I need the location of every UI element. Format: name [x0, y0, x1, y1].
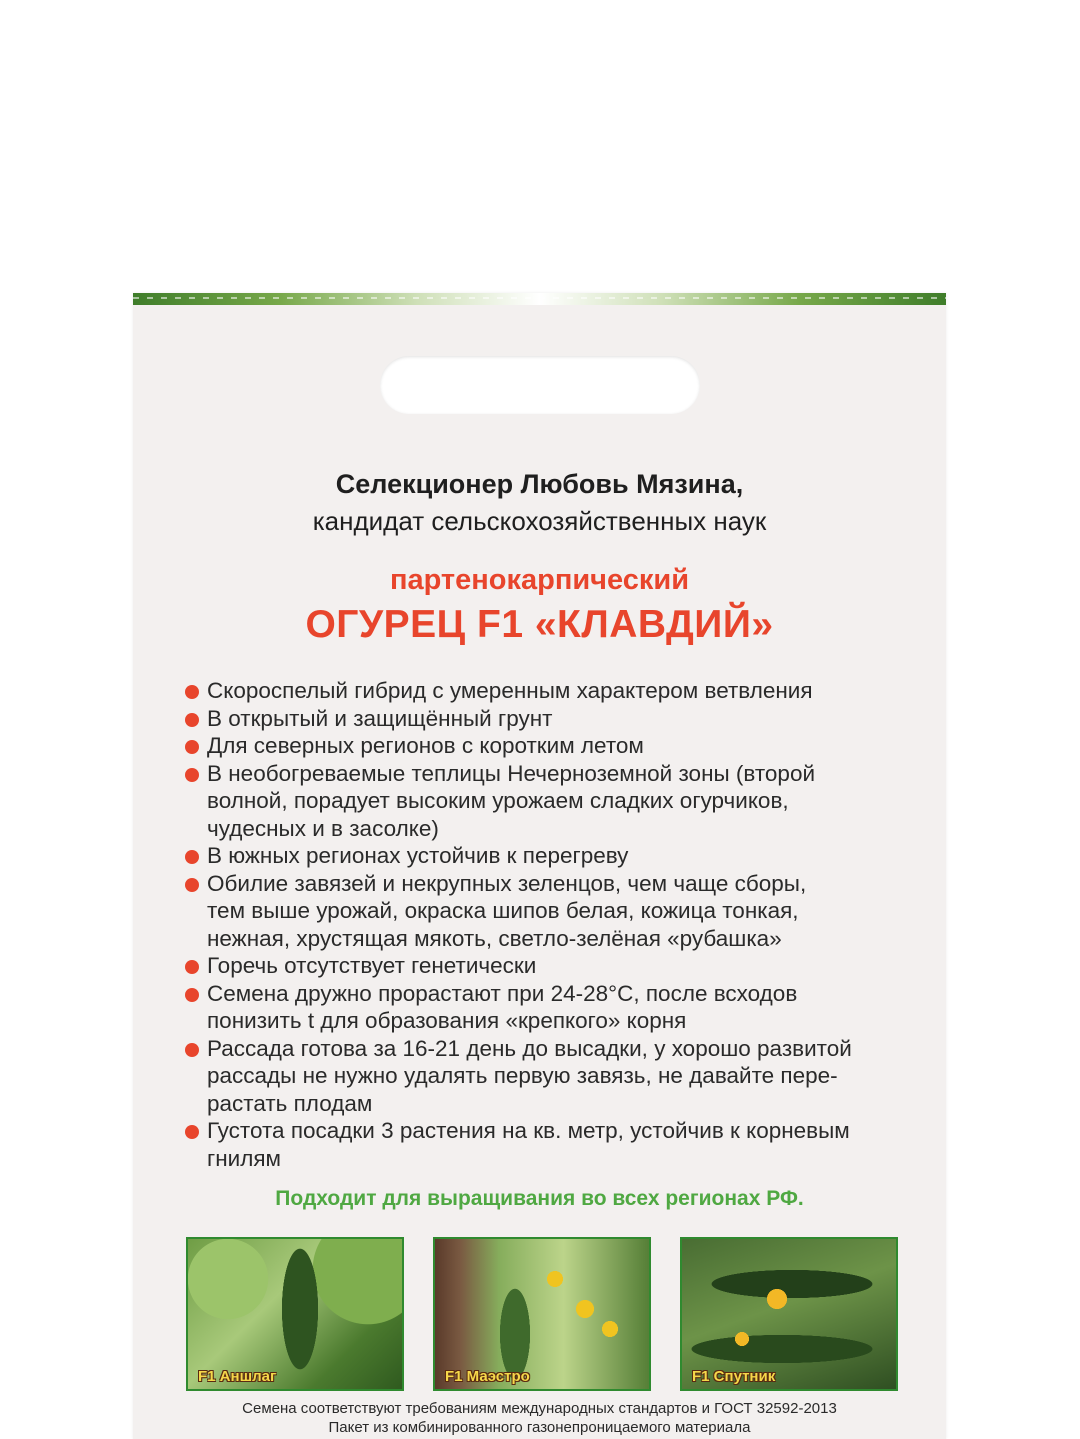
feature-item: Обилие завязей и некрупных зеленцов, чем чаще сборы, тем выше урожай, окраска шипов белая, кожица тонкая, нежная, хрустящая мякоть, светло-зелёная «рубашка»	[185, 870, 925, 953]
variety-type: партенокарпический	[389, 564, 690, 596]
feature-item: Горечь отсутствует генетически	[185, 952, 925, 980]
feature-item: Семена дружно прорастают при 24-28°С, после всходов понизить t для образования «крепкого» корня	[185, 980, 925, 1035]
variety-photo-sputnik	[680, 1237, 898, 1391]
standards-note: Семена соответствуют требованиям международных стандартов и ГОСТ 32592-2013	[242, 1400, 837, 1417]
bullet-icon	[185, 878, 199, 892]
bullet-icon	[185, 1043, 199, 1057]
feature-item: В открытый и защищённый грунт	[185, 705, 925, 733]
photo-label: F1 Спутник	[692, 1368, 776, 1385]
bullet-icon	[185, 850, 199, 864]
bullet-icon	[185, 768, 199, 782]
feature-item: В южных регионах устойчив к перегреву	[185, 842, 925, 870]
features-list	[185, 677, 925, 1172]
bullet-icon	[185, 988, 199, 1002]
feature-item: Скороспелый гибрид с умеренным характером ветвления	[185, 677, 925, 705]
photo-label: F1 Аншлаг	[198, 1368, 277, 1385]
feature-item: В необогреваемые теплицы Нечерноземной зоны (второй волной, порадует высоким урожаем сладких огурчиков, чудесных и в засолке)	[185, 760, 925, 843]
bullet-icon	[185, 713, 199, 727]
feature-item: Рассада готова за 16-21 день до высадки, у хорошо развитой рассады не нужно удалять первую завязь, не давайте пере- растать плодам	[185, 1035, 925, 1118]
bullet-icon	[185, 685, 199, 699]
photo-label: F1 Маэстро	[445, 1368, 530, 1385]
decorative-green-strip	[133, 293, 946, 305]
feature-item: Для северных регионов с коротким летом	[185, 732, 925, 760]
packaging-note: Пакет из комбинированного газонепроницаемого материала	[328, 1419, 751, 1436]
bullet-icon	[185, 1125, 199, 1139]
variety-photo-anshlag	[186, 1237, 404, 1391]
breeder-title: кандидат сельскохозяйственных наук	[312, 506, 767, 536]
bullet-icon	[185, 960, 199, 974]
breeder-name: Селекционер Любовь Мязина,	[335, 469, 744, 499]
hang-hole	[380, 356, 700, 414]
seed-packet-back	[133, 293, 946, 1439]
feature-item: Густота посадки 3 растения на кв. метр, устойчив к корневым гнилям	[185, 1117, 925, 1172]
regions-note: Подходит для выращивания во всех регионах РФ.	[275, 1187, 804, 1210]
variety-photo-maestro	[433, 1237, 651, 1391]
variety-name: ОГУРЕЦ F1 «КЛАВДИЙ»	[305, 603, 774, 646]
bullet-icon	[185, 740, 199, 754]
